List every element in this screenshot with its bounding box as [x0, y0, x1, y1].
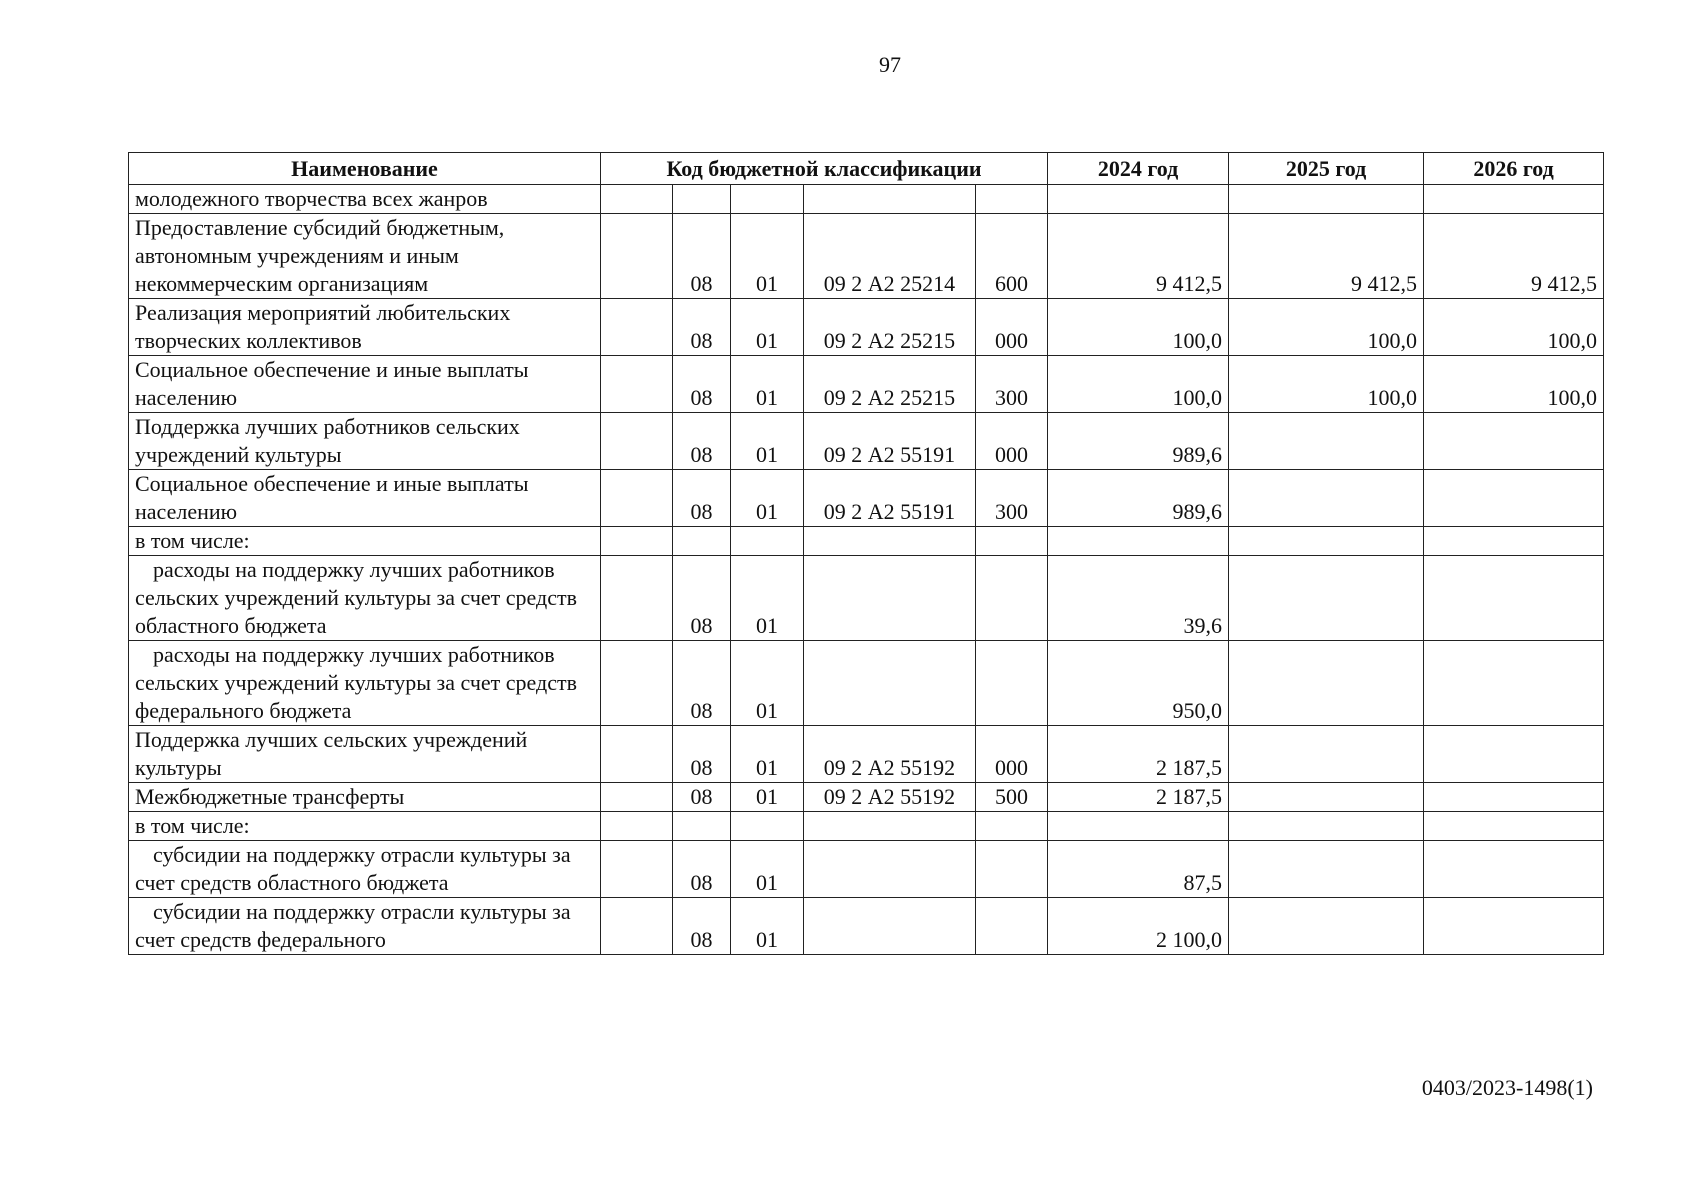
- row-name-cell: расходы на поддержку лучших работников сельских учреждений культуры за счет средств областного бюджета: [129, 556, 601, 641]
- code-cell-blank: [601, 641, 673, 726]
- row-name-cell: расходы на поддержку лучших работников сельских учреждений культуры за счет средств федерального бюджета: [129, 641, 601, 726]
- code-cell-blank: [601, 356, 673, 413]
- header-name: Наименование: [129, 153, 601, 185]
- code-target-article-cell: 09 2 А2 55192: [804, 783, 976, 812]
- value-2026-cell: [1424, 556, 1604, 641]
- table-row: [129, 812, 1604, 841]
- code-target-article-cell: 09 2 А2 25214: [804, 214, 976, 299]
- code-subsection-cell: 01: [731, 726, 804, 783]
- code-target-article-cell: 09 2 А2 25215: [804, 299, 976, 356]
- code-target-article-cell: [804, 898, 976, 955]
- value-2025-cell: 9 412,5: [1229, 214, 1424, 299]
- value-2024-cell: 2 187,5: [1048, 783, 1229, 812]
- code-target-article-cell: 09 2 А2 55191: [804, 413, 976, 470]
- code-cell-blank: [601, 783, 673, 812]
- code-section-cell: 08: [673, 413, 731, 470]
- value-2025-cell: [1229, 841, 1424, 898]
- row-name-cell: Социальное обеспечение и иные выплаты населению: [129, 470, 601, 527]
- code-target-article-cell: [804, 527, 976, 556]
- row-name-cell: субсидии на поддержку отрасли культуры за счет средств областного бюджета: [129, 841, 601, 898]
- value-2024-cell: 2 100,0: [1048, 898, 1229, 955]
- table-body: [129, 185, 1604, 955]
- row-name-cell: в том числе:: [129, 812, 601, 841]
- code-cell-blank: [601, 556, 673, 641]
- code-section-cell: [673, 812, 731, 841]
- code-subsection-cell: 01: [731, 783, 804, 812]
- row-name-cell: Поддержка лучших сельских учреждений культуры: [129, 726, 601, 783]
- value-2024-cell: 9 412,5: [1048, 214, 1229, 299]
- code-expense-type-cell: [976, 841, 1048, 898]
- value-2024-cell: 100,0: [1048, 356, 1229, 413]
- code-subsection-cell: [731, 527, 804, 556]
- code-section-cell: [673, 527, 731, 556]
- value-2026-cell: [1424, 413, 1604, 470]
- code-expense-type-cell: [976, 641, 1048, 726]
- code-expense-type-cell: 000: [976, 299, 1048, 356]
- code-target-article-cell: [804, 641, 976, 726]
- code-cell-blank: [601, 185, 673, 214]
- code-subsection-cell: 01: [731, 641, 804, 726]
- page-number: 97: [879, 52, 901, 77]
- code-cell-blank: [601, 898, 673, 955]
- value-2025-cell: 100,0: [1229, 356, 1424, 413]
- table-row: [129, 413, 1604, 470]
- code-expense-type-cell: [976, 812, 1048, 841]
- code-cell-blank: [601, 726, 673, 783]
- table-row: [129, 470, 1604, 527]
- table-row: [129, 898, 1604, 955]
- code-cell-blank: [601, 214, 673, 299]
- code-expense-type-cell: 600: [976, 214, 1048, 299]
- document-code: 0403/2023-1498(1): [1421, 1075, 1593, 1100]
- value-2026-cell: 100,0: [1424, 356, 1604, 413]
- code-target-article-cell: 09 2 А2 25215: [804, 356, 976, 413]
- value-2026-cell: [1424, 841, 1604, 898]
- value-2026-cell: [1424, 812, 1604, 841]
- value-2025-cell: [1229, 470, 1424, 527]
- code-expense-type-cell: 000: [976, 413, 1048, 470]
- value-2024-cell: 989,6: [1048, 470, 1229, 527]
- code-cell-blank: [601, 413, 673, 470]
- code-subsection-cell: 01: [731, 556, 804, 641]
- table-row: [129, 841, 1604, 898]
- table-row: [129, 214, 1604, 299]
- value-2024-cell: 2 187,5: [1048, 726, 1229, 783]
- value-2024-cell: [1048, 527, 1229, 556]
- value-2025-cell: [1229, 641, 1424, 726]
- code-expense-type-cell: 300: [976, 356, 1048, 413]
- code-expense-type-cell: [976, 898, 1048, 955]
- value-2025-cell: [1229, 726, 1424, 783]
- value-2025-cell: 100,0: [1229, 299, 1424, 356]
- code-subsection-cell: 01: [731, 470, 804, 527]
- budget-table: [128, 152, 1604, 955]
- value-2025-cell: [1229, 413, 1424, 470]
- value-2025-cell: [1229, 812, 1424, 841]
- value-2024-cell: 989,6: [1048, 413, 1229, 470]
- value-2026-cell: [1424, 641, 1604, 726]
- table-row: [129, 356, 1604, 413]
- code-subsection-cell: [731, 185, 804, 214]
- code-section-cell: 08: [673, 299, 731, 356]
- code-expense-type-cell: [976, 527, 1048, 556]
- code-expense-type-cell: [976, 556, 1048, 641]
- code-section-cell: 08: [673, 898, 731, 955]
- code-expense-type-cell: 000: [976, 726, 1048, 783]
- code-subsection-cell: [731, 812, 804, 841]
- code-section-cell: 08: [673, 356, 731, 413]
- value-2024-cell: [1048, 185, 1229, 214]
- row-name-cell: субсидии на поддержку отрасли культуры за счет средств федерального: [129, 898, 601, 955]
- row-name-cell: Реализация мероприятий любительских творческих коллективов: [129, 299, 601, 356]
- code-section-cell: 08: [673, 470, 731, 527]
- code-cell-blank: [601, 299, 673, 356]
- row-name-cell: Предоставление субсидий бюджетным, автономным учреждениям и иным некоммерческим организациям: [129, 214, 601, 299]
- value-2024-cell: 950,0: [1048, 641, 1229, 726]
- value-2026-cell: [1424, 783, 1604, 812]
- value-2025-cell: [1229, 898, 1424, 955]
- code-cell-blank: [601, 812, 673, 841]
- table-row: [129, 556, 1604, 641]
- row-name-cell: в том числе:: [129, 527, 601, 556]
- table-row: [129, 185, 1604, 214]
- header-2026: 2026 год: [1424, 153, 1604, 185]
- code-section-cell: [673, 185, 731, 214]
- value-2026-cell: [1424, 185, 1604, 214]
- value-2024-cell: 39,6: [1048, 556, 1229, 641]
- code-subsection-cell: 01: [731, 356, 804, 413]
- code-cell-blank: [601, 841, 673, 898]
- code-target-article-cell: [804, 841, 976, 898]
- value-2025-cell: [1229, 185, 1424, 214]
- code-section-cell: 08: [673, 783, 731, 812]
- table-row: [129, 726, 1604, 783]
- code-target-article-cell: 09 2 А2 55191: [804, 470, 976, 527]
- value-2026-cell: [1424, 527, 1604, 556]
- row-name-cell: Социальное обеспечение и иные выплаты населению: [129, 356, 601, 413]
- code-subsection-cell: 01: [731, 214, 804, 299]
- table-row: [129, 527, 1604, 556]
- value-2025-cell: [1229, 556, 1424, 641]
- code-target-article-cell: [804, 556, 976, 641]
- code-subsection-cell: 01: [731, 413, 804, 470]
- value-2024-cell: 87,5: [1048, 841, 1229, 898]
- value-2026-cell: [1424, 898, 1604, 955]
- row-name-cell: Межбюджетные трансферты: [129, 783, 601, 812]
- code-expense-type-cell: 500: [976, 783, 1048, 812]
- header-code: Код бюджетной классификации: [601, 153, 1048, 185]
- code-subsection-cell: 01: [731, 299, 804, 356]
- value-2024-cell: [1048, 812, 1229, 841]
- header-2025: 2025 год: [1229, 153, 1424, 185]
- code-section-cell: 08: [673, 214, 731, 299]
- row-name-cell: Поддержка лучших работников сельских учреждений культуры: [129, 413, 601, 470]
- code-target-article-cell: 09 2 А2 55192: [804, 726, 976, 783]
- code-cell-blank: [601, 470, 673, 527]
- code-section-cell: 08: [673, 556, 731, 641]
- code-expense-type-cell: 300: [976, 470, 1048, 527]
- code-cell-blank: [601, 527, 673, 556]
- code-target-article-cell: [804, 812, 976, 841]
- header-2024: 2024 год: [1048, 153, 1229, 185]
- table-row: [129, 641, 1604, 726]
- code-section-cell: 08: [673, 841, 731, 898]
- value-2024-cell: 100,0: [1048, 299, 1229, 356]
- table-header-row: [129, 153, 1604, 185]
- value-2026-cell: 100,0: [1424, 299, 1604, 356]
- code-subsection-cell: 01: [731, 898, 804, 955]
- value-2026-cell: [1424, 470, 1604, 527]
- table-row: [129, 299, 1604, 356]
- code-expense-type-cell: [976, 185, 1048, 214]
- value-2026-cell: [1424, 726, 1604, 783]
- value-2026-cell: 9 412,5: [1424, 214, 1604, 299]
- table-row: [129, 783, 1604, 812]
- code-target-article-cell: [804, 185, 976, 214]
- code-section-cell: 08: [673, 641, 731, 726]
- row-name-cell: молодежного творчества всех жанров: [129, 185, 601, 214]
- value-2025-cell: [1229, 783, 1424, 812]
- code-subsection-cell: 01: [731, 841, 804, 898]
- code-section-cell: 08: [673, 726, 731, 783]
- value-2025-cell: [1229, 527, 1424, 556]
